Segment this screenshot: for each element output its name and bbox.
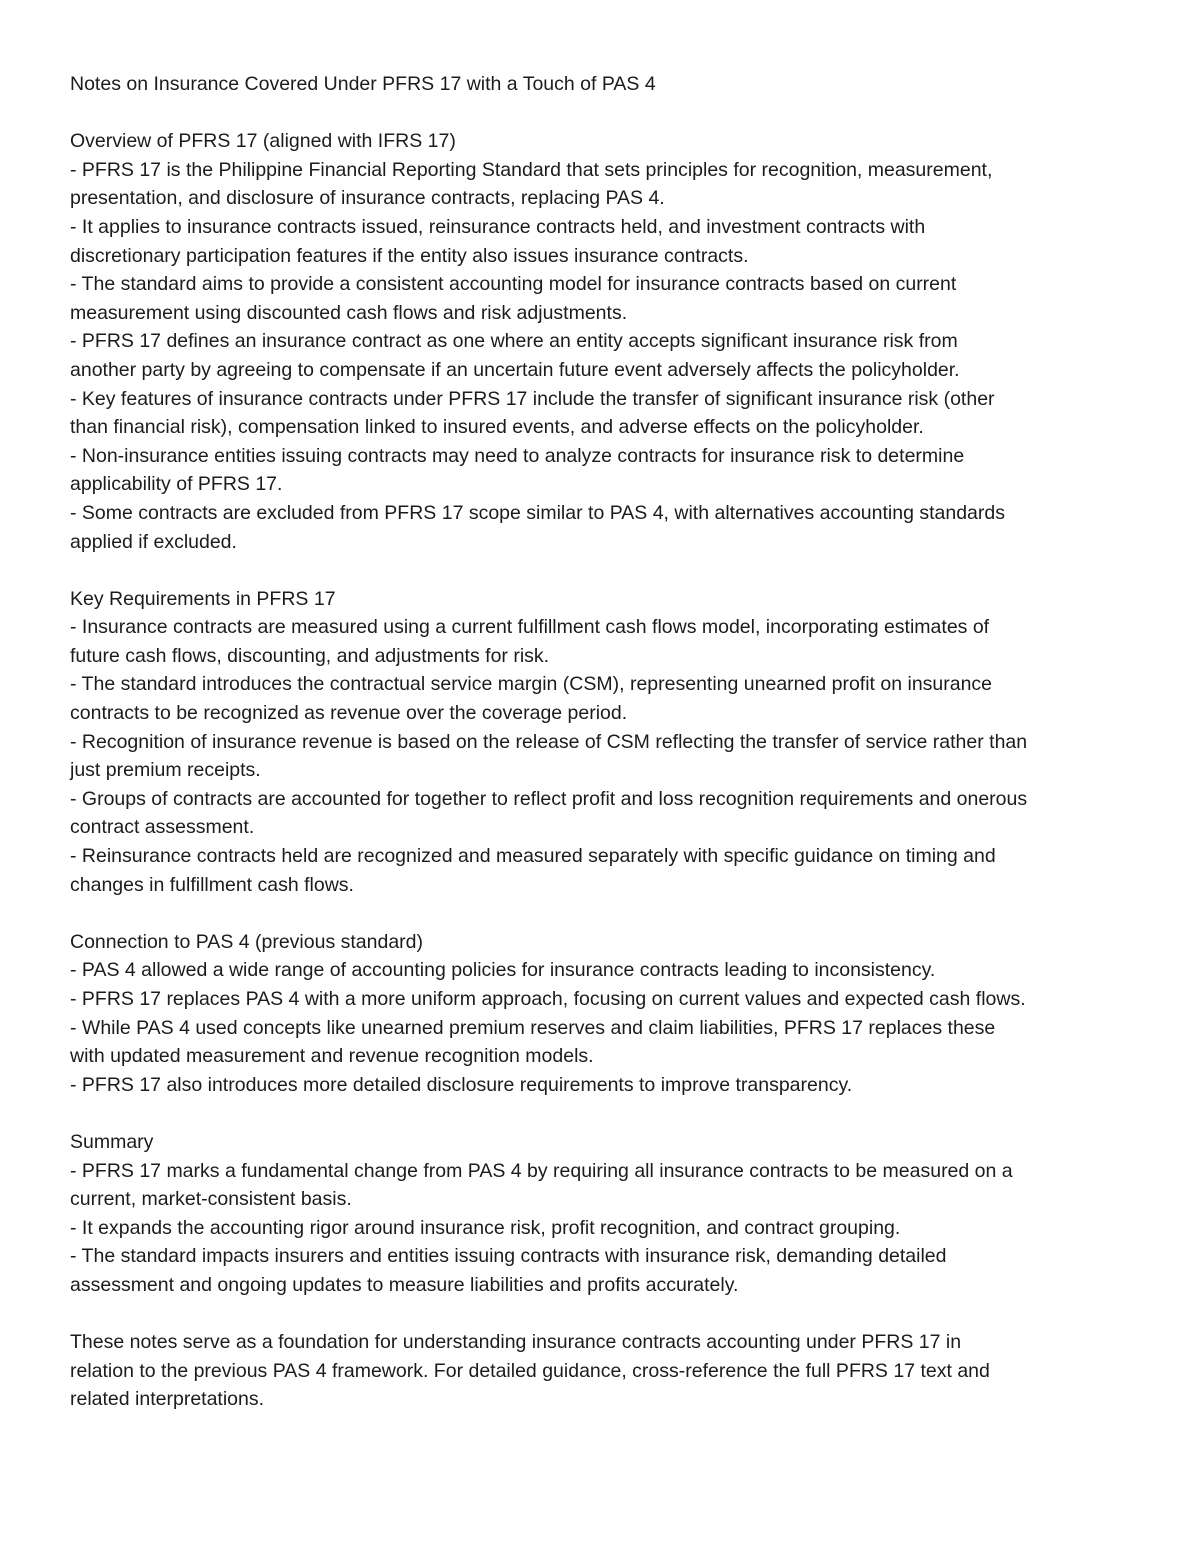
section-heading: Connection to PAS 4 (previous standard) bbox=[70, 930, 423, 953]
section-line: - PFRS 17 also introduces more detailed disclosure requirements to improve transparency. bbox=[70, 1073, 853, 1096]
section-line: - Recognition of insurance revenue is based on the release of CSM reflecting the transfer of service rather than bbox=[70, 730, 1028, 753]
section-line: - It applies to insurance contracts issued, reinsurance contracts held, and investment contracts with bbox=[70, 215, 926, 238]
section-line: - The standard impacts insurers and entities issuing contracts with insurance risk, demanding detailed bbox=[70, 1245, 947, 1268]
section-line: contracts to be recognized as revenue over the coverage period. bbox=[70, 702, 628, 725]
document-title: Notes on Insurance Covered Under PFRS 17 with a Touch of PAS 4 bbox=[70, 73, 656, 95]
closing-line: relation to the previous PAS 4 framework. For detailed guidance, cross-reference the full PFRS 17 text and bbox=[70, 1359, 990, 1382]
section-heading: Overview of PFRS 17 (aligned with IFRS 17) bbox=[70, 130, 456, 153]
section-line: - Reinsurance contracts held are recognized and measured separately with specific guidance on timing and bbox=[70, 845, 996, 868]
section-line: - PAS 4 allowed a wide range of accounting policies for insurance contracts leading to inconsistency. bbox=[70, 959, 936, 982]
section-line: - PFRS 17 marks a fundamental change from PAS 4 by requiring all insurance contracts to be measured on a bbox=[70, 1159, 1013, 1182]
section-line: assessment and ongoing updates to measure liabilities and profits accurately. bbox=[70, 1273, 739, 1296]
section-heading: Key Requirements in PFRS 17 bbox=[70, 587, 336, 610]
document-page bbox=[70, 70, 1140, 1414]
spacer bbox=[70, 99, 1140, 128]
section-line: - PFRS 17 replaces PAS 4 with a more uniform approach, focusing on current values and expected cash flows. bbox=[70, 988, 1026, 1010]
section-line: - Key features of insurance contracts under PFRS 17 include the transfer of significant insurance risk (other bbox=[70, 387, 995, 410]
closing-line: related interpretations. bbox=[70, 1388, 265, 1411]
closing-paragraph bbox=[70, 1328, 1140, 1414]
section-line: applied if excluded. bbox=[70, 530, 237, 553]
spacer bbox=[70, 1300, 1140, 1329]
section-line: - PFRS 17 is the Philippine Financial Reporting Standard that sets principles for recognition, measurement, bbox=[70, 158, 993, 181]
section-line: - PFRS 17 defines an insurance contract as one where an entity accepts significant insurance risk from bbox=[70, 330, 958, 353]
section-line: - Insurance contracts are measured using a current fulfillment cash flows model, incorporating estimates of bbox=[70, 616, 990, 639]
section-line: another party by agreeing to compensate if an uncertain future event adversely affects the policyholder. bbox=[70, 358, 960, 381]
section-line: - While PAS 4 used concepts like unearned premium reserves and claim liabilities, PFRS 17 replaces these bbox=[70, 1016, 996, 1039]
section-connection-pas4 bbox=[70, 928, 1140, 1100]
section-line: with updated measurement and revenue recognition models. bbox=[70, 1045, 594, 1068]
spacer bbox=[70, 556, 1140, 585]
section-overview bbox=[70, 127, 1140, 556]
section-line: - The standard aims to provide a consistent accounting model for insurance contracts based on current bbox=[70, 273, 957, 296]
section-line: discretionary participation features if the entity also issues insurance contracts. bbox=[70, 244, 749, 267]
section-line: applicability of PFRS 17. bbox=[70, 473, 283, 496]
section-summary bbox=[70, 1128, 1140, 1300]
section-line: just premium receipts. bbox=[70, 759, 261, 782]
section-line: future cash flows, discounting, and adjustments for risk. bbox=[70, 644, 550, 667]
section-line: than financial risk), compensation linked to insured events, and adverse effects on the policyholder. bbox=[70, 416, 924, 439]
section-key-requirements bbox=[70, 585, 1140, 900]
spacer bbox=[70, 899, 1140, 928]
section-line: changes in fulfillment cash flows. bbox=[70, 873, 354, 896]
section-line: current, market-consistent basis. bbox=[70, 1188, 352, 1211]
spacer bbox=[70, 1099, 1140, 1128]
section-line: - Non-insurance entities issuing contracts may need to analyze contracts for insurance risk to determine bbox=[70, 444, 965, 467]
section-line: - Groups of contracts are accounted for together to reflect profit and loss recognition requirements and onerous bbox=[70, 787, 1028, 810]
section-line: presentation, and disclosure of insurance contracts, replacing PAS 4. bbox=[70, 187, 665, 210]
section-heading: Summary bbox=[70, 1130, 154, 1153]
section-line: - It expands the accounting rigor around insurance risk, profit recognition, and contract grouping. bbox=[70, 1216, 901, 1239]
closing-line: These notes serve as a foundation for understanding insurance contracts accounting under PFRS 17 in bbox=[70, 1331, 962, 1354]
section-line: - The standard introduces the contractual service margin (CSM), representing unearned profit on insurance bbox=[70, 673, 993, 696]
section-line: measurement using discounted cash flows and risk adjustments. bbox=[70, 301, 628, 324]
section-line: contract assessment. bbox=[70, 816, 255, 839]
section-line: - Some contracts are excluded from PFRS 17 scope similar to PAS 4, with alternatives accounting standards bbox=[70, 501, 1005, 524]
